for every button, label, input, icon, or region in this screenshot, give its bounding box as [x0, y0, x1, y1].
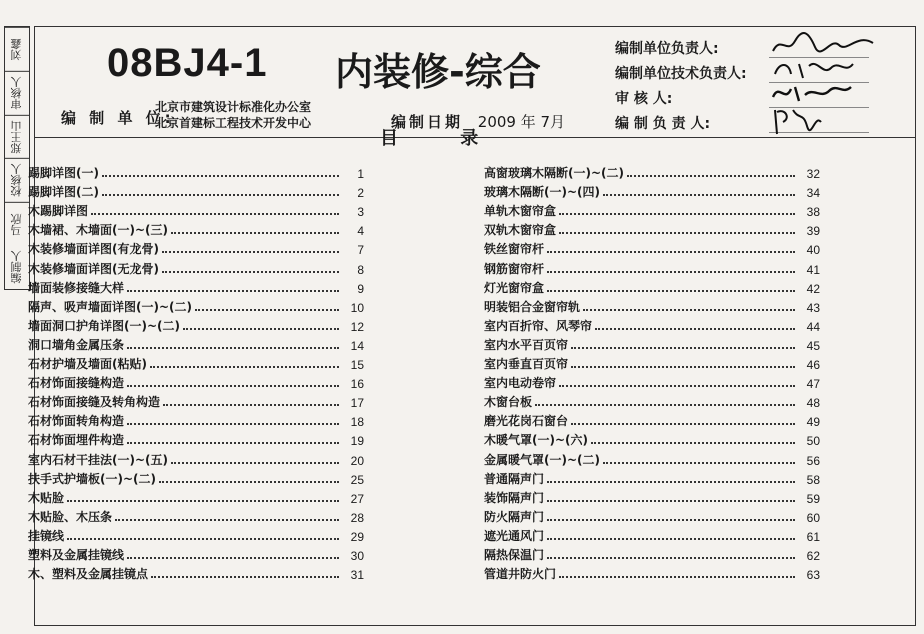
toc-entry-page: 2	[357, 186, 364, 201]
dot-leader	[571, 423, 795, 425]
toc-entry-title: 室内石材干挂法(一)~(五)	[28, 452, 168, 467]
dot-leader	[151, 576, 339, 578]
toc-entry	[484, 525, 820, 544]
side-label: 编制人	[10, 251, 23, 285]
toc-entry	[484, 162, 820, 181]
toc-entry	[484, 391, 820, 410]
toc-entry-title: 明装铝合金窗帘轨	[484, 299, 581, 314]
org-name: 北京首建标工程技术开发中心	[155, 116, 312, 130]
toc-entry-page: 40	[806, 243, 820, 258]
toc-entry-title: 洞口墙角金属压条	[28, 337, 125, 352]
toc-entry-title: 塑料及金属挂镜线	[28, 547, 125, 562]
toc-entry-title: 石材饰面转角构造	[28, 414, 125, 429]
toc-entry-title: 双轨木窗帘盒	[484, 223, 557, 238]
toc-entry-page: 46	[806, 358, 820, 373]
dot-leader	[603, 462, 795, 464]
toc-entry-title: 管道井防火门	[484, 567, 557, 582]
toc-entry-title: 钢筋窗帘杆	[484, 261, 545, 276]
toc-entry-title: 装饰隔声门	[484, 490, 545, 505]
toc-entry	[484, 468, 820, 487]
dot-leader	[115, 519, 339, 521]
dot-leader	[547, 271, 795, 273]
toc-entry-title: 室内百折帘、风琴帘	[484, 318, 593, 333]
dot-leader	[583, 309, 795, 311]
toc-entry-title: 木装修墙面详图(无龙骨)	[28, 261, 159, 276]
dot-leader	[603, 194, 795, 196]
dot-leader	[127, 385, 339, 387]
toc-entry-title: 遮光通风门	[484, 528, 545, 543]
toc-entry-title: 石材饰面接缝及转角构造	[28, 395, 161, 410]
toc-entry-page: 8	[357, 262, 364, 277]
toc-entry	[28, 468, 364, 487]
dot-leader	[127, 423, 339, 425]
toc-entry-page: 50	[806, 434, 820, 449]
date-value: 2009 年 7月	[477, 113, 566, 131]
toc-entry-page: 14	[350, 338, 364, 353]
toc-entry	[484, 506, 820, 525]
dot-leader	[547, 290, 795, 292]
toc-entry-page: 15	[350, 358, 364, 373]
toc-entry-title: 防火隔声门	[484, 509, 545, 524]
toc-entry-title: 高窗玻璃木隔断(一)~(二)	[484, 166, 624, 181]
dot-leader	[595, 328, 795, 330]
dot-leader	[150, 366, 339, 368]
dot-leader	[163, 404, 339, 406]
dot-leader	[547, 481, 795, 483]
role-row	[615, 108, 915, 133]
dot-leader	[127, 557, 339, 559]
toc-entry-page: 32	[806, 167, 820, 182]
toc-entry-title: 金属暖气罩(一)~(二)	[484, 452, 600, 467]
toc-entry-title: 木踢脚详图	[28, 204, 89, 219]
toc-entry	[28, 200, 364, 219]
dot-leader	[547, 251, 795, 253]
toc-entry-page: 43	[806, 300, 820, 315]
toc-entry-page: 9	[357, 281, 364, 296]
side-label: 郑王山	[5, 115, 29, 159]
toc-entry-page: 28	[350, 510, 364, 525]
toc-entry-title: 灯光窗帘盒	[484, 280, 545, 295]
toc-entry-page: 3	[357, 205, 364, 220]
dot-leader	[571, 366, 795, 368]
title-block	[35, 27, 915, 138]
dot-leader	[183, 328, 339, 330]
side-label: 校核人	[5, 158, 29, 202]
toc-entry-title: 墙面装修接缝大样	[28, 280, 125, 295]
toc-entry-title: 铁丝窗帘杆	[484, 242, 545, 257]
dot-leader	[67, 500, 339, 502]
dot-leader	[102, 175, 339, 177]
toc-entry-page: 34	[806, 186, 820, 201]
dot-leader	[627, 175, 795, 177]
toc-entry	[484, 219, 820, 238]
toc-entry-title: 室内水平百页帘	[484, 337, 569, 352]
toc-entry	[28, 315, 364, 334]
toc-entry-page: 38	[806, 205, 820, 220]
toc-entry-page: 7	[357, 243, 364, 258]
toc-column-right	[484, 162, 820, 582]
dot-leader	[559, 385, 795, 387]
toc-entry	[484, 448, 820, 467]
toc-entry-title: 室内电动卷帘	[484, 376, 557, 391]
side-label: 马欣	[5, 202, 29, 246]
date-label: 编制日期	[391, 113, 464, 131]
toc-entry-title: 单轨木窗帘盒	[484, 204, 557, 219]
toc-entry	[28, 448, 364, 467]
toc-entry	[28, 334, 364, 353]
toc-entry-title: 木装修墙面详图(有龙骨)	[28, 242, 159, 257]
dot-leader	[127, 442, 339, 444]
toc-entry	[484, 353, 820, 372]
toc-entry	[484, 334, 820, 353]
toc-entry-page: 4	[357, 224, 364, 239]
toc-entry	[484, 277, 820, 296]
role-label: 审 核 人:	[615, 91, 673, 107]
toc-entry-page: 16	[350, 377, 364, 392]
dot-leader	[591, 442, 795, 444]
dot-leader	[127, 347, 339, 349]
dot-leader	[91, 213, 339, 215]
dot-leader	[67, 538, 339, 540]
dot-leader	[127, 290, 339, 292]
toc-entry-title: 木贴脸	[28, 490, 65, 505]
toc-entry	[28, 257, 364, 276]
org-name: 北京市建筑设计标准化办公室	[155, 100, 312, 114]
toc-entry-page: 1	[357, 167, 364, 182]
toc-entry-title: 隔热保温门	[484, 547, 545, 562]
toc-entry	[28, 487, 364, 506]
toc-entry	[484, 315, 820, 334]
dot-leader	[547, 538, 795, 540]
dot-leader	[571, 347, 795, 349]
toc-entry-page: 63	[806, 568, 820, 583]
toc-entry	[484, 487, 820, 506]
toc-entry-page: 42	[806, 281, 820, 296]
toc-entry-title: 扶手式护墙板(一)~(二)	[28, 471, 156, 486]
toc-entry-title: 隔声、吸声墙面详图(一)~(二)	[28, 299, 192, 314]
toc-entry-title: 木、塑料及金属挂镜点	[28, 567, 149, 582]
toc-entry-page: 20	[350, 453, 364, 468]
toc-entry-title: 踢脚详图(二)	[28, 185, 99, 200]
toc-entry-page: 39	[806, 224, 820, 239]
toc-entry-page: 17	[350, 396, 364, 411]
dot-leader	[171, 232, 339, 234]
toc-entry	[484, 200, 820, 219]
toc-entry-page: 29	[350, 529, 364, 544]
toc-entry-title: 普通隔声门	[484, 471, 545, 486]
side-label: 审核人	[5, 71, 29, 115]
toc-entry-page: 19	[350, 434, 364, 449]
dot-leader	[559, 576, 795, 578]
toc-entry	[28, 410, 364, 429]
toc-entry	[484, 410, 820, 429]
toc-entry	[28, 353, 364, 372]
toc-entry	[28, 372, 364, 391]
toc-entry	[484, 372, 820, 391]
toc-entry-page: 62	[806, 548, 820, 563]
dot-leader	[159, 481, 339, 483]
dot-leader	[195, 309, 339, 311]
toc-entry-page: 31	[350, 568, 364, 583]
toc-entry-page: 12	[350, 319, 364, 334]
toc-entry	[484, 544, 820, 563]
toc-entry	[28, 238, 364, 257]
toc-entry	[28, 506, 364, 525]
toc-entry-page: 44	[806, 319, 820, 334]
toc-entry	[28, 544, 364, 563]
handwritten-signature	[769, 114, 869, 133]
org-label: 编 制 单 位:	[61, 109, 175, 127]
toc-entry	[28, 277, 364, 296]
toc-entry-title: 踢脚详图(一)	[28, 166, 99, 181]
atlas-code: 08BJ4-1	[107, 41, 268, 85]
org-names	[155, 99, 311, 131]
toc-entry-page: 18	[350, 415, 364, 430]
toc-column-left	[28, 162, 364, 582]
toc-entry-page: 41	[806, 262, 820, 277]
toc-entry-page: 27	[350, 491, 364, 506]
toc-entry-page: 60	[806, 510, 820, 525]
toc-entry-title: 墙面洞口护角详图(一)~(二)	[28, 318, 180, 333]
dot-leader	[162, 271, 339, 273]
toc-entry	[484, 181, 820, 200]
dot-leader	[102, 194, 339, 196]
role-label: 编制单位负责人:	[615, 41, 719, 57]
toc-entry	[484, 238, 820, 257]
toc-entry-title: 木窗台板	[484, 395, 533, 410]
toc-entry-page: 61	[806, 529, 820, 544]
toc-entry	[484, 563, 820, 582]
toc-entry-title: 石材饰面埋件构造	[28, 433, 125, 448]
toc-entry-page: 56	[806, 453, 820, 468]
dot-leader	[559, 213, 795, 215]
dot-leader	[162, 251, 339, 253]
toc-entry	[484, 296, 820, 315]
dot-leader	[535, 404, 795, 406]
toc-entry	[28, 219, 364, 238]
toc-title: 目 录	[380, 128, 507, 149]
toc-entry-page: 49	[806, 415, 820, 430]
toc-entry-title: 石材护墙及墙面(粘贴)	[28, 357, 147, 372]
toc-entry-title: 石材饰面接缝构造	[28, 376, 125, 391]
toc-entry-page: 10	[350, 300, 364, 315]
toc-entry-page: 47	[806, 377, 820, 392]
toc-entry-title: 磨光花岗石窗台	[484, 414, 569, 429]
toc-entry	[28, 162, 364, 181]
toc-entry-title: 玻璃木隔断(一)~(四)	[484, 185, 600, 200]
toc-entry	[28, 429, 364, 448]
toc-entry-page: 58	[806, 472, 820, 487]
toc-entry-page: 25	[350, 472, 364, 487]
side-label: 刘鑫	[5, 27, 29, 71]
toc-entry	[28, 391, 364, 410]
toc-entry-title: 室内垂直百页帘	[484, 357, 569, 372]
toc-entry-title: 木墙裙、木墙面(一)~(三)	[28, 223, 168, 238]
dot-leader	[547, 519, 795, 521]
toc-entry-page: 45	[806, 338, 820, 353]
atlas-title: 内装修-综合	[335, 50, 541, 94]
dot-leader	[547, 557, 795, 559]
toc-entry-page: 59	[806, 491, 820, 506]
role-label: 编制单位技术负责人:	[615, 66, 747, 82]
dot-leader	[171, 462, 339, 464]
toc-entry-title: 木贴脸、木压条	[28, 509, 113, 524]
signature-column	[4, 26, 30, 290]
toc-entry-page: 30	[350, 548, 364, 563]
toc-entry-page: 48	[806, 396, 820, 411]
toc-entry	[484, 257, 820, 276]
toc-entry	[28, 563, 364, 582]
toc-entry	[484, 429, 820, 448]
toc-entry-title: 挂镜线	[28, 528, 65, 543]
dot-leader	[547, 500, 795, 502]
toc-entry	[28, 525, 364, 544]
toc-entry	[28, 181, 364, 200]
responsibility-list	[615, 33, 915, 133]
toc-entry	[28, 296, 364, 315]
role-label: 编 制 负 责 人:	[615, 116, 711, 132]
toc-entry-title: 木暖气罩(一)~(六)	[484, 433, 588, 448]
dot-leader	[559, 232, 795, 234]
